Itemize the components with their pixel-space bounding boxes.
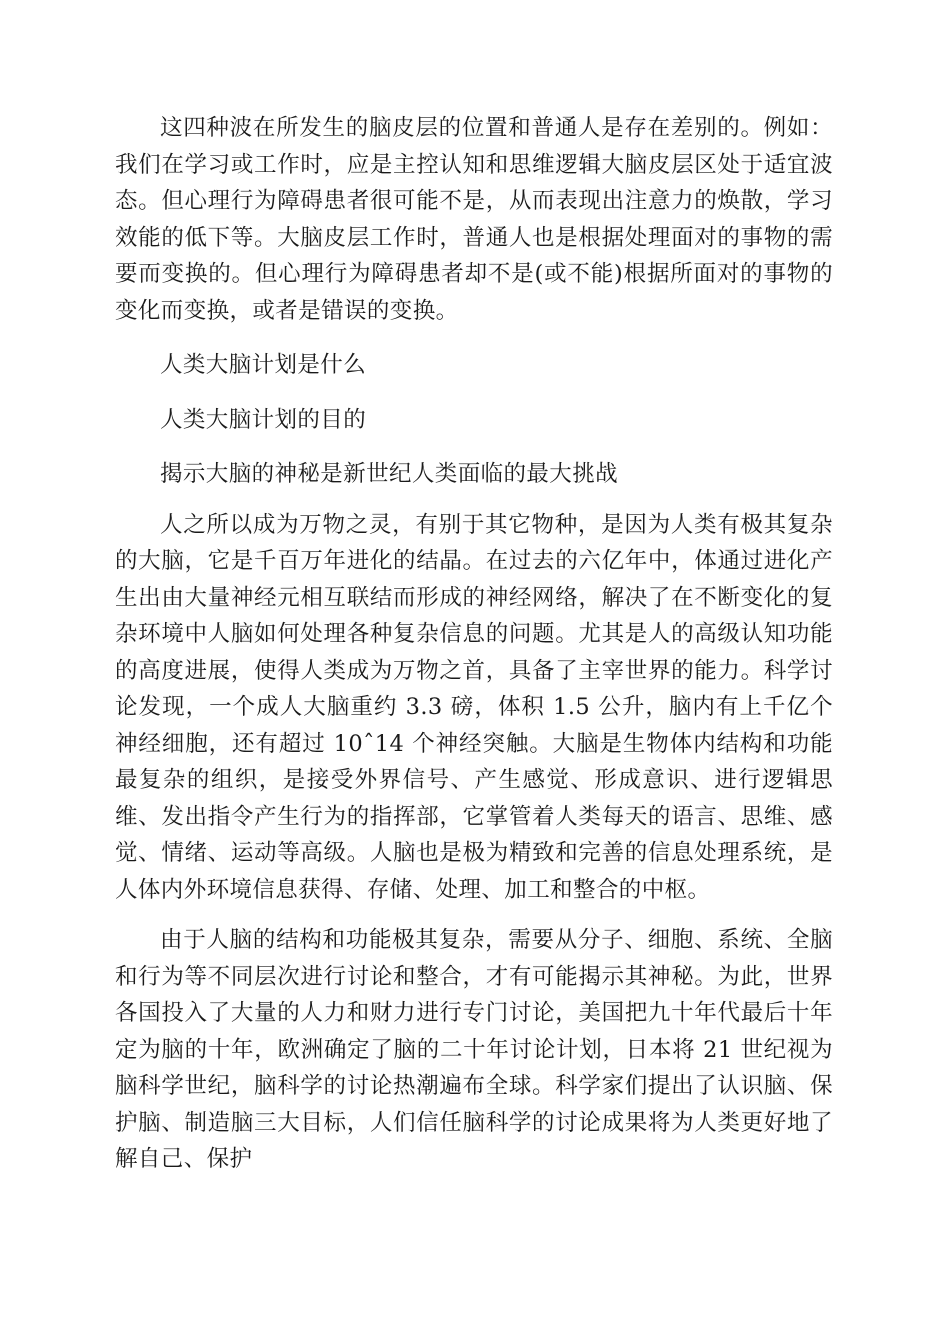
paragraph-brainwave-differences: 这四种波在所发生的脑皮层的位置和普通人是存在差别的。例如：我们在学习或工作时，应是主控认知和思维逻辑大脑皮层区处于适宜波态。但心理行为障碍患者很可能不是，从而表现出注意力的焕散，学习效能的低下等。大脑皮层工作时，普通人也是根据处理面对的事物的需要而变换的。但心理行为障碍患者却不是(或不能)根据所面对的事物的变化而变换，或者是错误的变换。 (115, 115, 833, 324)
heading-greatest-challenge: 揭示大脑的神秘是新世纪人类面临的最大挑战 (160, 461, 619, 487)
document-body (115, 110, 833, 1178)
heading-what-is-human-brain-project: 人类大脑计划是什么 (160, 352, 367, 378)
paragraph-global-brain-research: 由于人脑的结构和功能极其复杂，需要从分子、细胞、系统、全脑和行为等不同层次进行讨论和整合，才有可能揭示其神秘。为此，世界各国投入了大量的人力和财力进行专门讨论，美国把九十年代最后十年定为脑的十年，欧洲确定了脑的二十年讨论计划，日本将 21 世纪视为脑科学世纪，脑科学的讨论热潮遍布全球。科学家们提出了认识脑、保护脑、制造脑三大目标，人们信任脑科学的讨论成果将为人类更好地了解自己、保护 (115, 927, 833, 1172)
paragraph-brain-complexity: 人之所以成为万物之灵，有别于其它物种，是因为人类有极其复杂的大脑，它是千百万年进化的结晶。在过去的六亿年中，体通过进化产生出由大量神经元相互联结而形成的神经网络，解决了在不断变化的复杂环境中人脑如何处理各种复杂信息的问题。尤其是人的高级认知功能的高度进展，使得人类成为万物之首，具备了主宰世界的能力。科学讨论发现，一个成人大脑重约 3.3 磅，体积 1.5 公升，脑内有上千亿个神经细胞，还有超过 10ˆ14 个神经突触。大脑是生物体内结构和功能最复杂的组织，是接受外界信号、产生感觉、形成意识、进行逻辑思维、发出指令产生行为的指挥部，它掌管着人类每天的语言、思维、感觉、情绪、运动等高级。人脑也是极为精致和完善的信息处理系统，是人体内外环境信息获得、存储、处理、加工和整合的中枢。 (115, 511, 833, 903)
heading-purpose-of-human-brain-project: 人类大脑计划的目的 (160, 406, 367, 433)
